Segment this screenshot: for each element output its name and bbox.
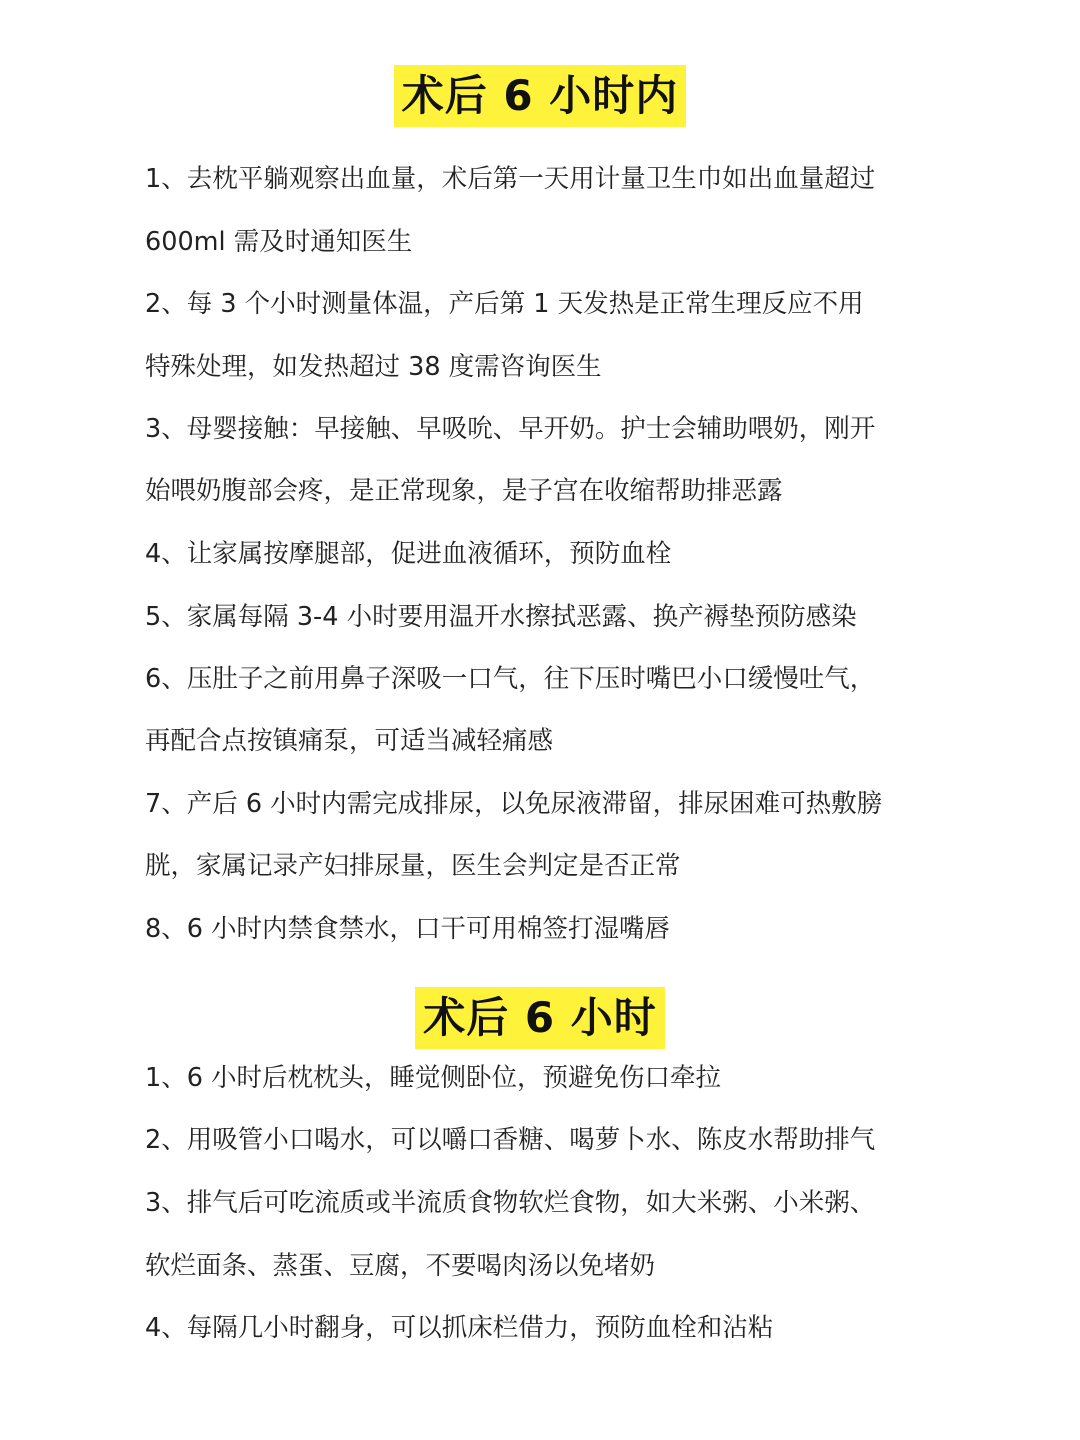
section-1-line-8: 5、家属每隔 3-4 小时要用温开水擦拭恶露、换产褥垫预防感染 [145, 602, 857, 632]
section-1-line-5: 3、母婴接触：早接触、早吸吮、早开奶。护士会辅助喂奶，刚开 [145, 414, 876, 444]
section-2-line-5: 4、每隔几小时翻身，可以抓床栏借力，预防血栓和沾粘 [145, 1313, 774, 1343]
section-1-line-12: 胱，家属记录产妇排尿量，医生会判定是否正常 [145, 851, 681, 881]
section-1-line-9: 6、压肚子之前用鼻子深吸一口气，往下压时嘴巴小口缓慢吐气， [145, 664, 876, 694]
section-1-heading [0, 65, 1080, 127]
section-1-line-4: 特殊处理，如发热超过 38 度需咨询医生 [145, 352, 602, 382]
section-2-title: 术后 6 小时 [415, 987, 664, 1049]
section-1-title: 术后 6 小时内 [394, 65, 686, 127]
section-1-line-3: 2、每 3 个小时测量体温，产后第 1 天发热是正常生理反应不用 [145, 289, 864, 319]
section-2-line-3: 3、排气后可吃流质或半流质食物软烂食物，如大米粥、小米粥、 [145, 1188, 876, 1218]
section-2-line-1: 1、6 小时后枕枕头，睡觉侧卧位，预避免伤口牵拉 [145, 1063, 722, 1093]
section-2-heading [0, 987, 1080, 1049]
section-1-line-11: 7、产后 6 小时内需完成排尿，以免尿液滞留，排尿困难可热敷膀 [145, 789, 883, 819]
section-1-line-13: 8、6 小时内禁食禁水，口干可用棉签打湿嘴唇 [145, 914, 671, 944]
section-1-line-2: 600ml 需及时通知医生 [145, 227, 413, 257]
section-2-line-2: 2、用吸管小口喝水，可以嚼口香糖、喝萝卜水、陈皮水帮助排气 [145, 1125, 876, 1155]
section-1-line-6: 始喂奶腹部会疼，是正常现象，是子宫在收缩帮助排恶露 [145, 476, 783, 506]
section-1-line-7: 4、让家属按摩腿部，促进血液循环，预防血栓 [145, 539, 672, 569]
section-1-line-10: 再配合点按镇痛泵，可适当减轻痛感 [145, 726, 554, 756]
section-1-line-1: 1、去枕平躺观察出血量，术后第一天用计量卫生巾如出血量超过 [145, 164, 876, 194]
section-2-line-4: 软烂面条、蒸蛋、豆腐，不要喝肉汤以免堵奶 [145, 1251, 656, 1281]
